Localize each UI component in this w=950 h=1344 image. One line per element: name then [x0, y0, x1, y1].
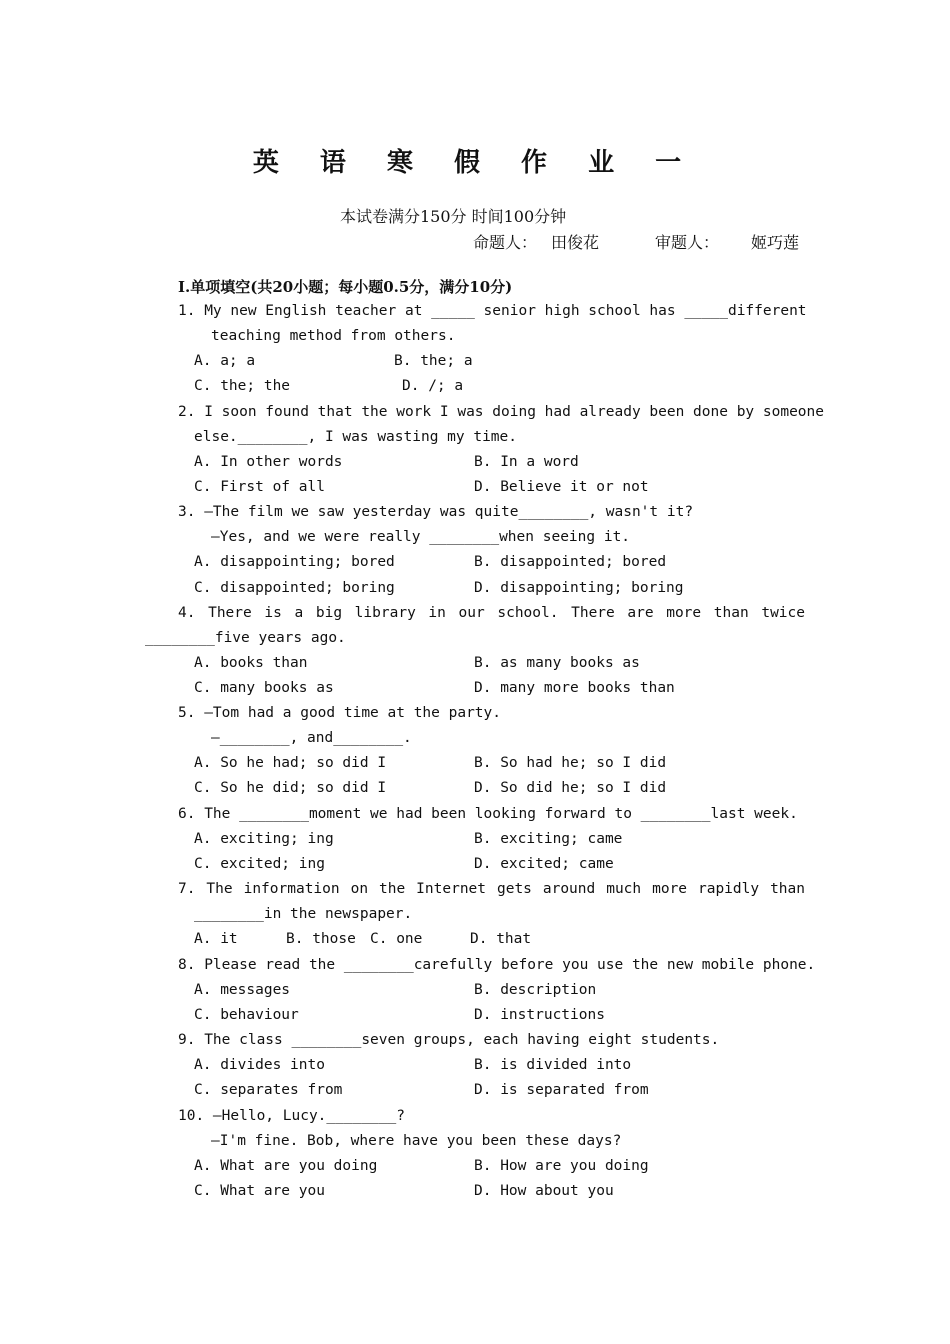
- option-d: D. So did he; so I did: [474, 780, 667, 796]
- option-c: C. one: [370, 931, 423, 947]
- question-stem: —________, and________.: [211, 730, 412, 746]
- question-stem: 9. The class ________seven groups, each having eight students.: [178, 1032, 720, 1048]
- option-d: D. is separated from: [474, 1082, 649, 1098]
- option-a: A. a; a: [194, 353, 256, 369]
- question-stem: 8. Please read the ________carefully before you use the new mobile phone.: [178, 957, 816, 973]
- option-c: C. the; the: [194, 378, 291, 394]
- option-a: A. messages: [194, 982, 291, 998]
- option-a: A. it: [194, 931, 238, 947]
- option-a: A. What are you doing: [194, 1158, 378, 1174]
- question-stem: 4. There is a big library in our school. There are more than twice: [178, 605, 805, 621]
- option-c: C. disappointed; boring: [194, 580, 395, 596]
- option-d: D. How about you: [474, 1183, 614, 1199]
- reviewer-label: 审题人：: [655, 233, 720, 252]
- question-stem: 10. —Hello, Lucy.________?: [178, 1108, 405, 1124]
- exam-info: 本试卷满分150分 时间100分钟: [340, 207, 567, 226]
- question-stem: 6. The ________moment we had been looking forward to ________last week.: [178, 806, 798, 822]
- option-d: D. /; a: [402, 378, 464, 394]
- option-a: A. divides into: [194, 1057, 325, 1073]
- question-stem: 7. The information on the Internet gets around much more rapidly than: [178, 881, 805, 897]
- option-b: B. the; a: [394, 353, 473, 369]
- question-stem: 1. My new English teacher at _____ senior high school has _____different: [178, 303, 807, 319]
- question-stem: ________five years ago.: [145, 630, 346, 646]
- question-stem: 2. I soon found that the work I was doing had already been done by someone: [178, 404, 825, 420]
- question-stem: —I'm fine. Bob, where have you been these days?: [211, 1133, 622, 1149]
- option-d: D. disappointing; boring: [474, 580, 684, 596]
- option-c: C. So he did; so did I: [194, 780, 387, 796]
- question-stem: teaching method from others.: [211, 328, 456, 344]
- option-b: B. disappointed; bored: [474, 554, 667, 570]
- option-a: A. So he had; so did I: [194, 755, 387, 771]
- option-d: D. that: [470, 931, 532, 947]
- question-stem: else.________, I was wasting my time.: [194, 429, 518, 445]
- option-b: B. those: [286, 931, 356, 947]
- option-b: B. In a word: [474, 454, 579, 470]
- option-c: C. excited; ing: [194, 856, 325, 872]
- option-d: D. Believe it or not: [474, 479, 649, 495]
- option-a: A. disappointing; bored: [194, 554, 395, 570]
- reviewer-name: 姬巧莲: [751, 233, 800, 252]
- option-c: C. behaviour: [194, 1007, 299, 1023]
- setter-name: 田俊花: [551, 233, 600, 252]
- option-b: B. How are you doing: [474, 1158, 649, 1174]
- option-c: C. many books as: [194, 680, 334, 696]
- option-b: B. So had he; so I did: [474, 755, 667, 771]
- option-d: D. many more books than: [474, 680, 675, 696]
- option-d: D. excited; came: [474, 856, 614, 872]
- option-b: B. is divided into: [474, 1057, 632, 1073]
- option-a: A. In other words: [194, 454, 343, 470]
- question-stem: ________in the newspaper.: [194, 906, 413, 922]
- option-d: D. instructions: [474, 1007, 605, 1023]
- option-b: B. exciting; came: [474, 831, 623, 847]
- option-a: A. books than: [194, 655, 308, 671]
- setter-label: 命题人：: [473, 233, 538, 252]
- option-b: B. description: [474, 982, 597, 998]
- option-b: B. as many books as: [474, 655, 640, 671]
- option-a: A. exciting; ing: [194, 831, 334, 847]
- option-c: C. What are you: [194, 1183, 325, 1199]
- page-title: 英 语 寒 假 作 业 一: [252, 148, 698, 178]
- question-stem: 3. —The film we saw yesterday was quite________, wasn't it?: [178, 504, 694, 520]
- option-c: C. separates from: [194, 1082, 343, 1098]
- question-stem: —Yes, and we were really ________when seeing it.: [211, 529, 631, 545]
- section-heading: Ⅰ.单项填空(共20小题；每小题0.5分，满分10分): [178, 278, 513, 296]
- question-stem: 5. —Tom had a good time at the party.: [178, 705, 502, 721]
- option-c: C. First of all: [194, 479, 325, 495]
